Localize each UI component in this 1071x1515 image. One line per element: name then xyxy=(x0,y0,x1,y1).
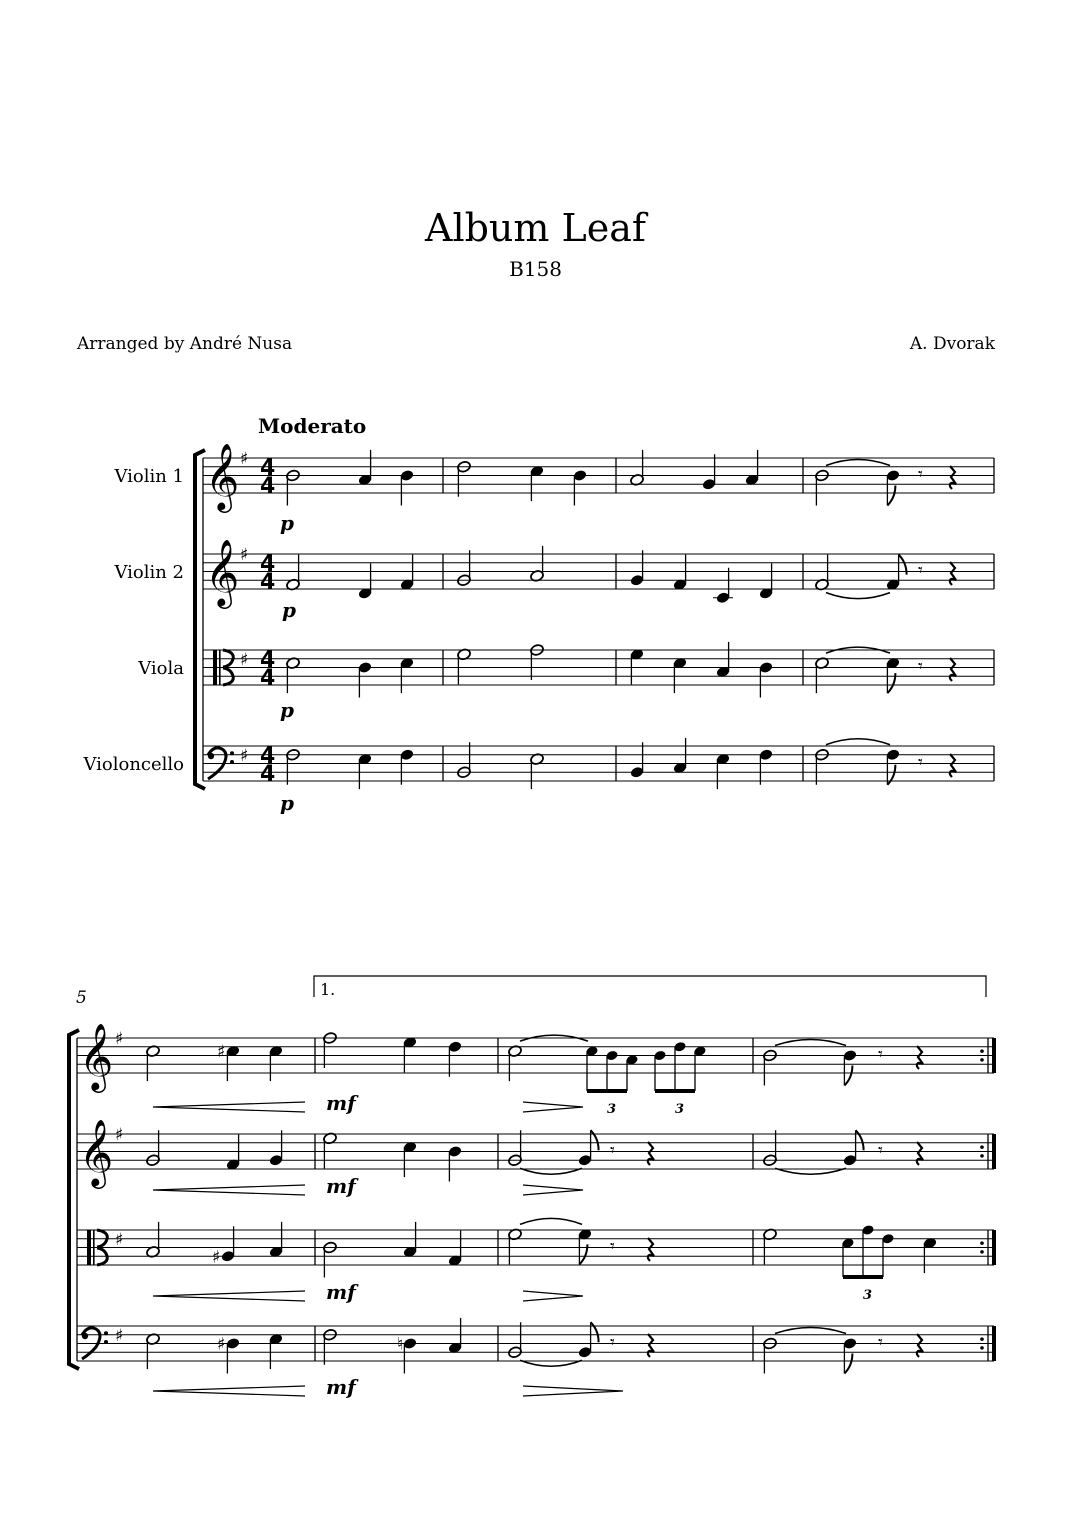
note-flag xyxy=(887,486,895,506)
repeat-dot xyxy=(980,1337,984,1341)
bass-clef-dot xyxy=(230,760,234,764)
quarter-rest xyxy=(917,1046,923,1069)
tuplet-number: 3 xyxy=(607,1102,617,1117)
tuplet-number: 3 xyxy=(675,1102,685,1117)
sharp-accidental: ♯ xyxy=(240,745,249,766)
time-signature-top: 4 xyxy=(260,456,276,481)
bass-clef-dot xyxy=(208,753,214,759)
quarter-rest xyxy=(950,562,956,585)
dynamic-marking: mf xyxy=(326,1375,356,1399)
sharp-accidental: ♯ xyxy=(217,1334,226,1355)
alto-clef-bar xyxy=(87,1230,91,1265)
repeat-dot xyxy=(980,1145,984,1149)
diminuendo-hairpin xyxy=(523,1102,583,1112)
arranger-credit: Arranged by André Nusa xyxy=(77,334,293,354)
eighth-rest: 𝄾 xyxy=(610,1332,615,1353)
quarter-rest xyxy=(648,1238,654,1261)
eighth-rest: 𝄾 xyxy=(918,464,923,485)
eighth-rest: 𝄾 xyxy=(878,1044,883,1065)
quarter-rest xyxy=(950,658,956,681)
dynamic-marking: mf xyxy=(326,1174,356,1198)
repeat-dot xyxy=(980,1241,984,1245)
alto-clef-bar xyxy=(93,1230,95,1265)
volta-label: 1. xyxy=(320,980,336,999)
bass-clef-dot xyxy=(104,1331,108,1335)
eighth-rest: 𝄾 xyxy=(918,656,923,677)
time-signature-bottom: 4 xyxy=(260,474,276,499)
tie xyxy=(775,1328,846,1334)
repeat-dot xyxy=(980,1049,984,1053)
sharp-accidental: ♯ xyxy=(240,449,249,469)
instrument-label: Viola xyxy=(138,658,184,679)
tempo-marking: Moderato xyxy=(258,414,367,438)
score-subtitle: B158 xyxy=(509,257,562,281)
note-flag xyxy=(856,1130,864,1150)
crescendo-hairpin xyxy=(153,1386,305,1396)
alto-clef-bar xyxy=(219,650,221,685)
time-signature-bottom: 4 xyxy=(260,666,276,691)
dynamic-marking: p xyxy=(282,598,296,622)
quarter-rest xyxy=(950,466,956,489)
diminuendo-hairpin xyxy=(523,1185,583,1195)
sharp-accidental: ♯ xyxy=(115,1029,124,1049)
quarter-rest xyxy=(917,1142,923,1165)
dynamic-marking: p xyxy=(280,511,294,535)
treble-clef: 𝄞 xyxy=(205,442,240,510)
treble-clef: 𝄞 xyxy=(79,1118,114,1186)
crescendo-hairpin xyxy=(153,1102,305,1112)
sharp-accidental: ♯ xyxy=(240,649,249,670)
sharp-accidental: ♯ xyxy=(240,545,249,565)
volta-bracket xyxy=(314,976,986,997)
alto-clef-bar xyxy=(213,650,217,685)
diminuendo-hairpin xyxy=(523,1291,583,1301)
time-signature-top: 4 xyxy=(260,744,276,769)
note-flag xyxy=(844,1354,852,1374)
instrument-label: Violoncello xyxy=(83,754,184,775)
sharp-accidental: ♯ xyxy=(212,1247,221,1268)
sharp-accidental: ♯ xyxy=(115,1125,124,1145)
bass-clef-dot xyxy=(230,751,234,755)
note-flag xyxy=(844,1066,852,1086)
tie xyxy=(775,1040,846,1046)
eighth-rest: 𝄾 xyxy=(918,560,923,581)
bass-clef-dot xyxy=(82,1333,88,1339)
repeat-dot xyxy=(980,1346,984,1350)
tie xyxy=(826,460,890,466)
bass-clef-dot xyxy=(104,1340,108,1344)
repeat-dot xyxy=(980,1154,984,1158)
tie xyxy=(826,739,890,745)
score-title: Album Leaf xyxy=(425,206,646,250)
time-signature-bottom: 4 xyxy=(260,762,276,787)
dynamic-marking: p xyxy=(280,698,294,722)
tuplet-number: 3 xyxy=(863,1288,873,1303)
composer-credit: A. Dvorak xyxy=(909,334,995,354)
crescendo-hairpin xyxy=(153,1185,305,1195)
quarter-rest xyxy=(648,1142,654,1165)
diminuendo-hairpin xyxy=(523,1386,623,1396)
sharp-accidental: ♯ xyxy=(115,1229,124,1250)
crescendo-hairpin xyxy=(153,1291,305,1301)
quarter-rest xyxy=(917,1334,923,1357)
repeat-dot xyxy=(980,1058,984,1062)
dynamic-marking: mf xyxy=(326,1091,356,1115)
dynamic-marking: p xyxy=(280,791,294,815)
tie xyxy=(520,1218,582,1224)
treble-clef: 𝄞 xyxy=(79,1022,114,1090)
note-flag xyxy=(591,1322,599,1342)
treble-clef: 𝄞 xyxy=(205,538,240,606)
eighth-rest: 𝄾 xyxy=(918,752,923,773)
sharp-accidental: ♯ xyxy=(115,1325,124,1346)
eighth-rest: 𝄾 xyxy=(878,1140,883,1161)
eighth-rest: 𝄾 xyxy=(610,1236,615,1257)
tie xyxy=(826,593,890,599)
time-signature-top: 4 xyxy=(260,648,276,673)
eighth-rest: 𝄾 xyxy=(610,1140,615,1161)
time-signature-top: 4 xyxy=(260,552,276,577)
quarter-rest xyxy=(648,1334,654,1357)
dynamic-marking: mf xyxy=(326,1280,356,1304)
instrument-label: Violin 2 xyxy=(114,562,184,583)
instrument-label: Violin 1 xyxy=(114,466,184,487)
repeat-dot xyxy=(980,1250,984,1254)
sharp-accidental: ♯ xyxy=(217,1042,226,1063)
natural-accidental: ♮ xyxy=(397,1334,404,1355)
note-flag xyxy=(591,1130,599,1150)
quarter-rest xyxy=(950,754,956,777)
measure-number: 5 xyxy=(76,988,87,1008)
eighth-rest: 𝄾 xyxy=(878,1332,883,1353)
note-flag xyxy=(887,765,895,785)
time-signature-bottom: 4 xyxy=(260,570,276,595)
